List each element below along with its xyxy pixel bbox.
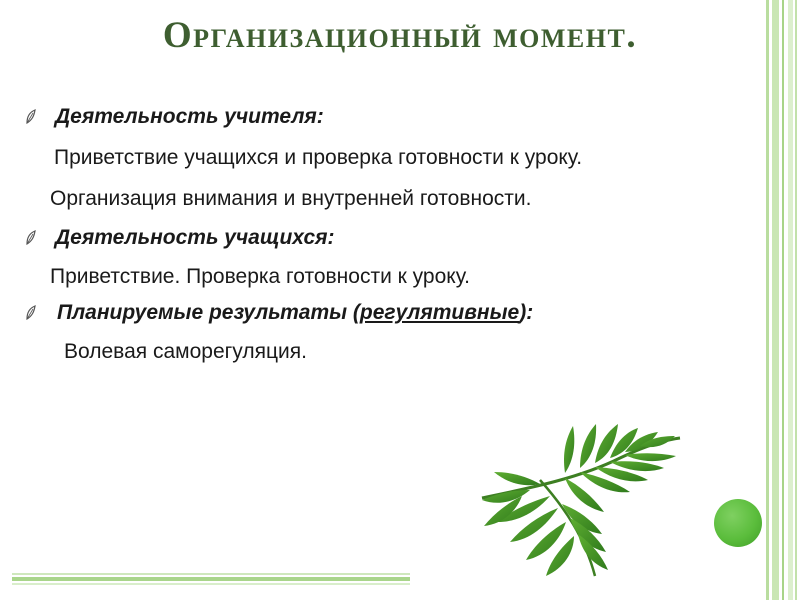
teacher-activity-line: Организация внимания и внутренней готовности.: [50, 187, 532, 210]
planned-results-line: Волевая саморегуляция.: [64, 340, 307, 363]
frame-stripe: [788, 0, 793, 600]
leaf-bullet-icon: [25, 305, 37, 321]
fern-branch-image: [470, 418, 685, 583]
leaf-bullet-icon: [25, 230, 37, 246]
teacher-activity-line: Приветствие учащихся и проверка готовности к уроку.: [54, 146, 583, 169]
frame-stripe: [795, 0, 797, 600]
slide-title: Организационный момент.: [162, 15, 638, 56]
frame-stripe: [782, 0, 784, 600]
heading-planned-results-underlined: регулятивные: [359, 301, 520, 324]
heading-planned-results-suffix: ):: [519, 301, 534, 324]
frame-stripe: [772, 0, 779, 600]
heading-planned-results: [57, 301, 533, 325]
leaf-bullet-icon: [25, 109, 37, 125]
frame-stripe: [766, 0, 769, 600]
green-circle-decoration: [714, 499, 762, 547]
student-activity-line: Приветствие. Проверка готовности к уроку.: [50, 265, 470, 288]
heading-teacher-activity: Деятельность учителя:: [55, 105, 324, 128]
heading-planned-results-prefix: Планируемые результаты (: [57, 301, 360, 324]
heading-student-activity: Деятельность учащихся:: [55, 226, 335, 249]
